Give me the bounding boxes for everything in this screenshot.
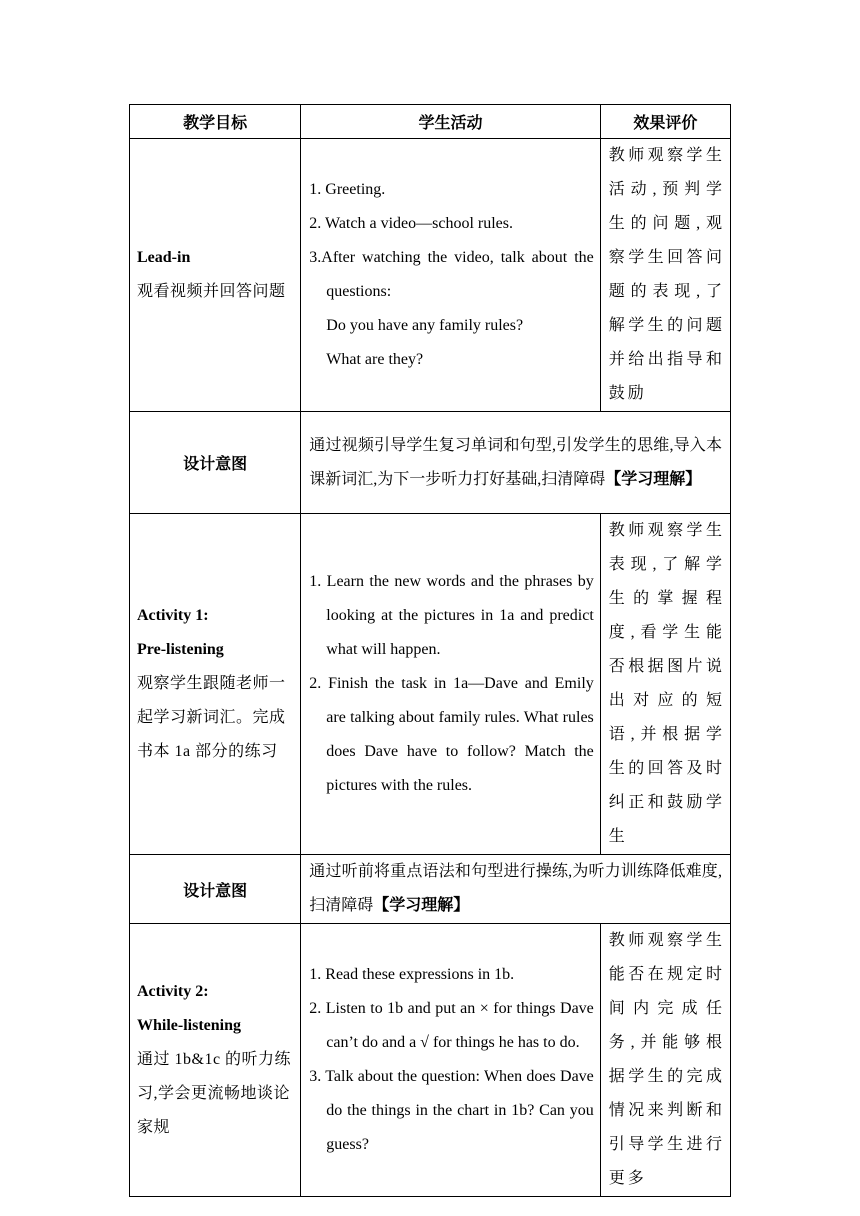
- activity-item: 3.After watching the video, talk about the questions: Do you have any family rules? What are they?: [309, 241, 593, 377]
- activity-subitem: What are they?: [326, 351, 424, 368]
- activity-list: [301, 565, 599, 803]
- table-row-lead-in: [130, 139, 731, 412]
- table-row-activity-2: [130, 924, 731, 1197]
- table-row-design: [130, 412, 731, 514]
- design-label: 设计意图: [130, 412, 301, 514]
- activity-cell: [301, 139, 600, 412]
- design-text: 通过听前将重点语法和句型进行操练,为听力训练降低难度,扫清障碍: [309, 863, 722, 914]
- header-goal: 教学目标: [130, 105, 301, 139]
- activity-item: 1. Greeting.: [309, 181, 386, 198]
- activity-item: 3. Talk about the question: When does Dave do the things in the chart in 1b? Can you guess?: [309, 1068, 594, 1153]
- activity-item: 2. Finish the task in 1a—Dave and Emily are talking about family rules. What rules does Dave have to follow? Match the pictures with the rules.: [309, 675, 594, 794]
- goal-title: Lead-in: [137, 249, 191, 266]
- activity-list: [301, 958, 599, 1162]
- goal-note: 通过 1b&1c 的听力练习,学会更流畅地谈论家规: [137, 1051, 292, 1136]
- activity-subitem: Do you have any family rules?: [326, 317, 524, 334]
- goal-note: 观察学生跟随老师一起学习新词汇。完成书本 1a 部分的练习: [137, 675, 286, 760]
- table-row-activity-1: [130, 514, 731, 855]
- goal-subtitle: While-listening: [137, 1017, 242, 1034]
- header-activity: 学生活动: [301, 105, 600, 139]
- evaluation-cell: 教师观察学生活动,预判学生的问题,观察学生回答问题的表现,了解学生的问题并给出指导和鼓励: [600, 139, 730, 412]
- header-row: [130, 105, 731, 139]
- lesson-plan-table: [129, 104, 731, 1197]
- table-row-design: [130, 855, 731, 924]
- activity-item: 1. Learn the new words and the phrases by looking at the pictures in 1a and predict what will happen.: [309, 573, 594, 658]
- goal-title: Activity 2:: [137, 983, 209, 1000]
- activity-list: [301, 173, 599, 377]
- evaluation-cell: 教师观察学生表现,了解学生的掌握程度,看学生能否根据图片说出对应的短语,并根据学生的回答及时纠正和鼓励学生: [600, 514, 730, 855]
- goal-subtitle: Pre-listening: [137, 641, 224, 658]
- goal-title: Activity 1:: [137, 607, 209, 624]
- goal-note: 观看视频并回答问题: [137, 283, 286, 300]
- header-evaluation: 效果评价: [600, 105, 730, 139]
- activity-item: 2. Watch a video—school rules.: [309, 215, 513, 232]
- design-tag: 【学习理解】: [373, 897, 470, 914]
- design-text-cell: [301, 412, 731, 514]
- design-label: 设计意图: [130, 855, 301, 924]
- goal-cell: [130, 514, 301, 855]
- design-text: 通过视频引导学生复习单词和句型,引发学生的思维,导入本课新词汇,为下一步听力打好基础,扫清障碍: [309, 436, 722, 488]
- goal-cell: [130, 139, 301, 412]
- activity-cell: [301, 924, 600, 1197]
- design-tag: 【学习理解】: [605, 470, 702, 488]
- activity-item: 2. Listen to 1b and put an × for things Dave can’t do and a √ for things he has to do.: [309, 1000, 594, 1051]
- design-text-cell: [301, 855, 731, 924]
- evaluation-cell: 教师观察学生能否在规定时间内完成任务,并能够根据学生的完成情况来判断和引导学生进行更多: [600, 924, 730, 1197]
- activity-item: 1. Read these expressions in 1b.: [309, 966, 515, 983]
- goal-cell: [130, 924, 301, 1197]
- activity-cell: [301, 514, 600, 855]
